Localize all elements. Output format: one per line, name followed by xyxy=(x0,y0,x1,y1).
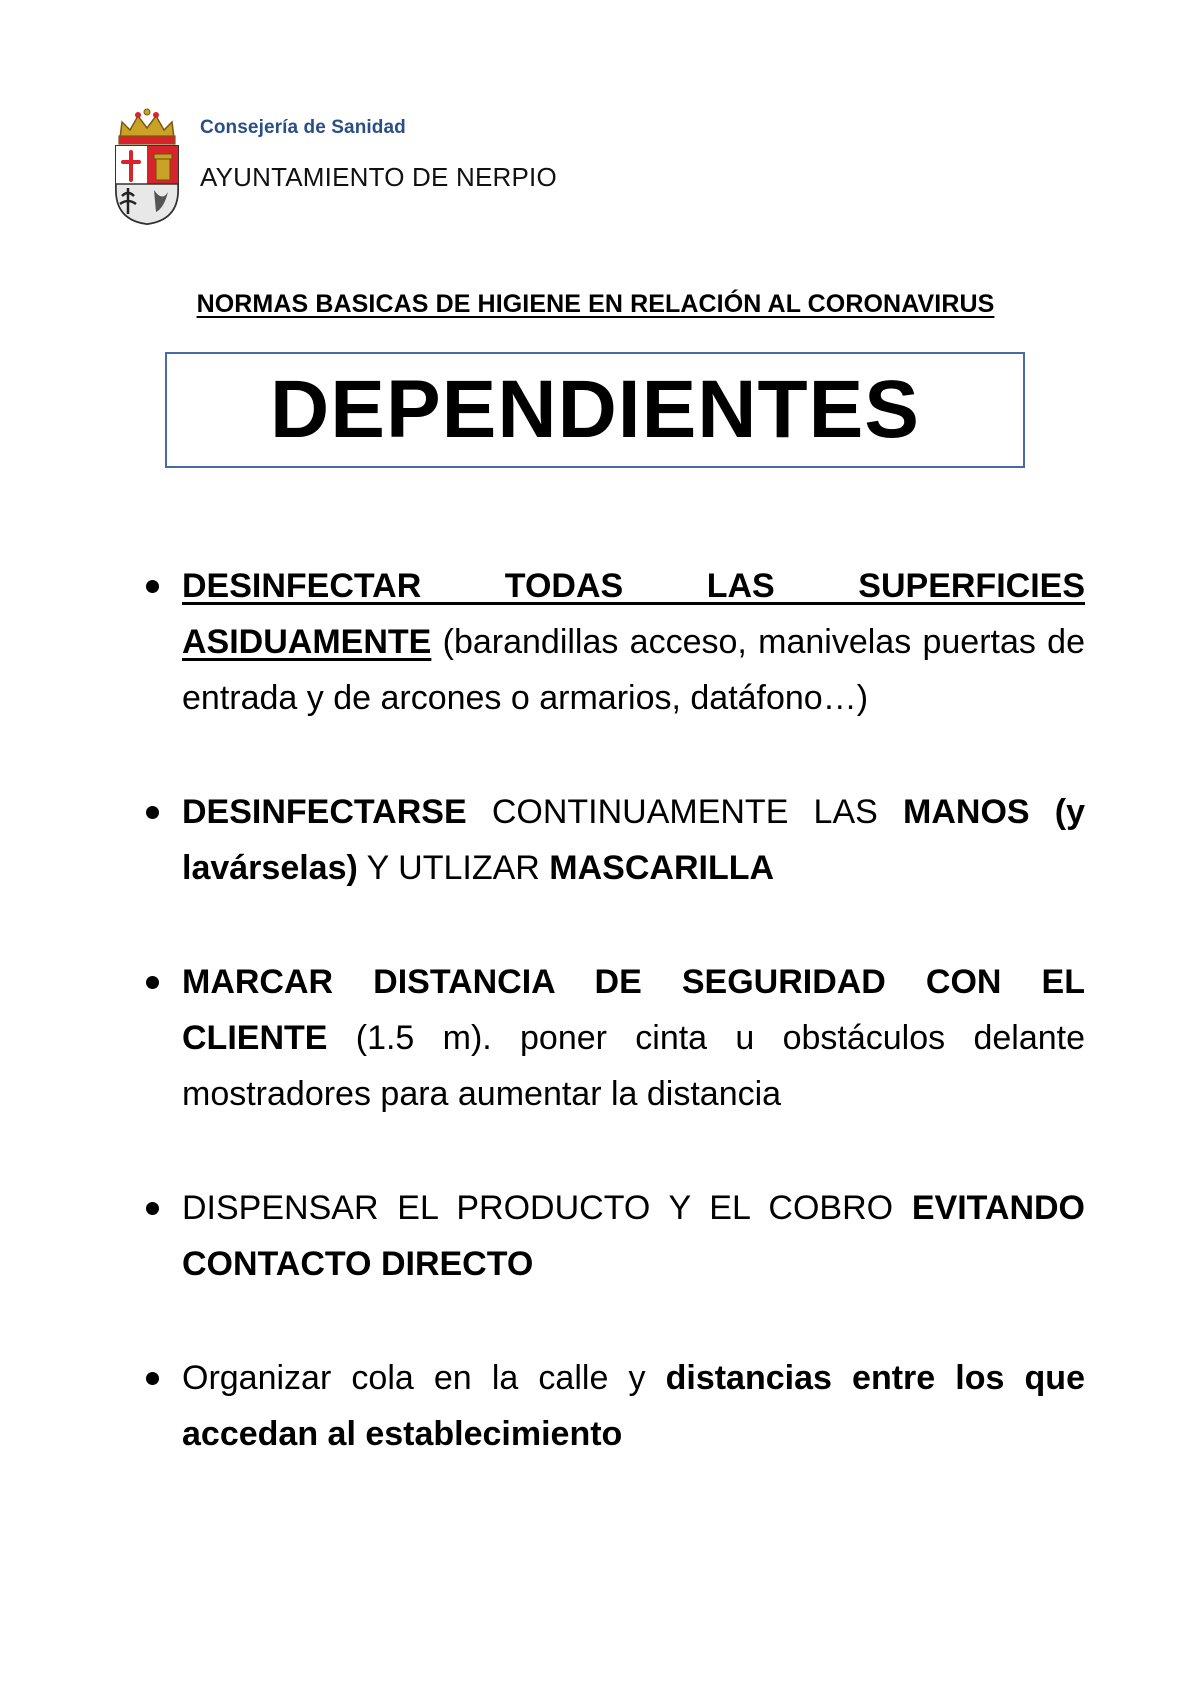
rule-item-contact xyxy=(140,1180,1085,1292)
rule-item-hands xyxy=(140,784,1085,896)
rule-text: (barandillas acceso, manivelas puertas de entrada y de arcones o armarios, datáfono…) xyxy=(182,623,1085,717)
department-name: Consejería de Sanidad xyxy=(200,117,406,138)
rule-emphasis: MASCARILLA xyxy=(549,849,775,887)
bullet-icon xyxy=(146,1372,159,1385)
rule-emphasis: MANOS (y lavárselas) xyxy=(182,793,1085,887)
bullet-icon xyxy=(146,580,159,593)
council-name: AYUNTAMIENTO DE NERPIO xyxy=(200,162,557,192)
rule-item-surfaces xyxy=(140,558,1085,726)
rule-text: (1.5 m). poner cinta u obstáculos delante mostradores para aumentar la distancia xyxy=(182,1019,1085,1113)
document-header xyxy=(110,108,810,228)
hygiene-rules-list xyxy=(140,558,1085,1520)
bullet-icon xyxy=(146,976,159,989)
rule-emphasis: EVITANDO CONTACTO DIRECTO xyxy=(182,1189,1085,1283)
rule-text: Organizar cola en la calle y xyxy=(182,1359,666,1397)
document-subtitle: NORMAS BASICAS DE HIGIENE EN RELACIÓN AL CORONAVIRUS xyxy=(196,290,995,318)
rule-heading: MARCAR DISTANCIA DE SEGURIDAD CON EL CLIENTE xyxy=(182,963,1085,1057)
page-title: DEPENDIENTES xyxy=(270,364,920,455)
bullet-icon xyxy=(146,806,159,819)
rule-item-distance xyxy=(140,954,1085,1122)
rule-heading: DESINFECTAR TODAS LAS SUPERFICIES ASIDUAMENTE xyxy=(182,567,1085,661)
rule-text: Y UTLIZAR xyxy=(357,849,550,887)
bullet-icon xyxy=(146,1202,159,1215)
rule-text: CONTINUAMENTE LAS xyxy=(466,793,904,831)
municipal-crest-icon xyxy=(110,108,184,226)
rule-item-queue xyxy=(140,1350,1085,1462)
title-banner xyxy=(165,352,1025,468)
rule-emphasis: distancias entre los que accedan al establecimiento xyxy=(182,1359,1085,1453)
rule-heading: DESINFECTARSE xyxy=(182,793,467,831)
rule-text: DISPENSAR EL PRODUCTO Y EL COBRO xyxy=(182,1189,912,1227)
